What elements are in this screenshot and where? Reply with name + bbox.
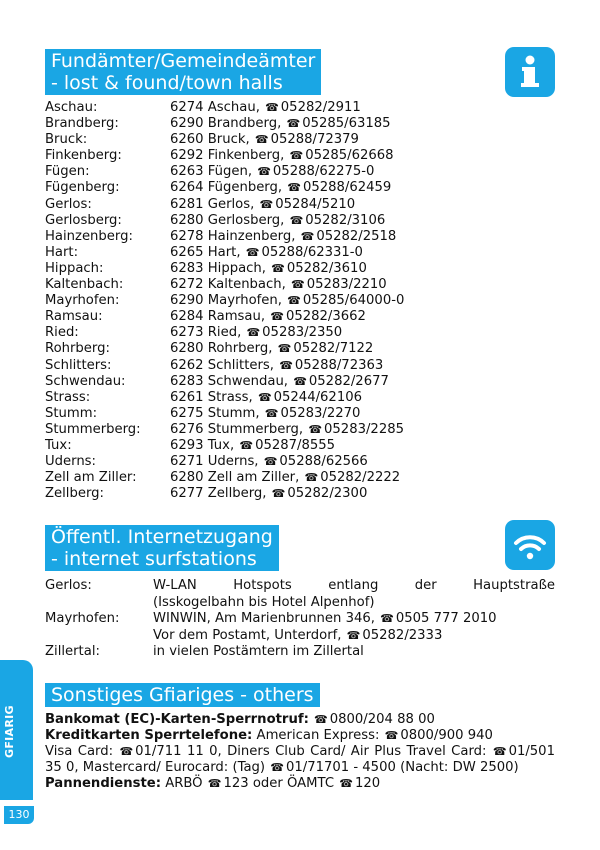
office-phone: 05288/62275-0: [272, 164, 375, 180]
office-details: [170, 164, 525, 180]
office-place: Aschau:: [45, 100, 98, 115]
internet-place-zillertal: Zillertal:: [45, 644, 100, 659]
office-phone: 05284/5210: [275, 196, 356, 212]
office-phone: 05244/62106: [273, 389, 362, 405]
section-title-others: [45, 683, 320, 707]
office-place: Finkenberg:: [45, 148, 122, 164]
office-details: [170, 486, 525, 502]
office-details: [170, 213, 525, 229]
office-phone: 05288/62566: [279, 454, 368, 470]
phone-icon: ☎: [289, 213, 304, 227]
office-address: 6272 Kaltenbach,: [170, 277, 286, 293]
office-place: Stumm:: [45, 405, 98, 421]
office-row: [45, 422, 525, 438]
office-row: [45, 486, 525, 502]
office-place: Rohrberg:: [45, 341, 110, 357]
office-phone: 05282/2911: [280, 100, 361, 115]
office-place: Zell am Ziller:: [45, 470, 137, 486]
office-row: [45, 197, 525, 213]
side-tab-label: GFIARIG: [3, 705, 16, 758]
pannen-line: Pannendienste: ARBÖ ☎ 123 oder ÖAMTC ☎ 120: [45, 776, 381, 791]
office-address: 6263 Fügen,: [170, 164, 253, 180]
office-row: [45, 245, 525, 261]
phone-icon: ☎: [239, 438, 254, 452]
gerlos-line1: W-LAN Hotspots entlang der Hauptstraße: [153, 578, 555, 593]
phone-icon: ☎: [254, 133, 269, 147]
office-details: [170, 277, 525, 293]
office-place: Strass:: [45, 389, 91, 405]
section-title-internet: [45, 525, 279, 571]
office-phone: 05282/2518: [316, 228, 397, 244]
office-details: [170, 229, 525, 245]
office-details: [170, 390, 525, 406]
office-address: 6283 Schwendau,: [170, 373, 288, 389]
phone-icon: ☎: [264, 406, 279, 420]
office-phone: 05282/2677: [308, 373, 389, 389]
offices-title-line1: Fundämter/Gemeindeämter: [51, 50, 316, 72]
office-row: [45, 374, 525, 390]
office-phone: 05285/62668: [305, 148, 394, 164]
phone-icon: ☎: [380, 612, 394, 625]
gerlos-line2: (Isskogelbahn bis Hotel Alpenhof): [153, 594, 375, 610]
office-place: Zellberg:: [45, 486, 104, 502]
office-address: 6281 Gerlos,: [170, 196, 255, 212]
internet-row-mayrhofen: [45, 611, 555, 644]
office-address: 6280 Gerlosberg,: [170, 212, 285, 228]
office-row: [45, 180, 525, 196]
office-address: 6290 Brandberg,: [170, 116, 282, 132]
page-number: 130: [4, 806, 34, 824]
office-place: Gerlosberg:: [45, 212, 122, 228]
office-details: [170, 470, 525, 486]
office-phone: 05282/2300: [287, 486, 368, 502]
office-row: [45, 116, 525, 132]
office-row: [45, 406, 525, 422]
office-row: [45, 454, 525, 470]
office-details: [170, 261, 525, 277]
office-row: [45, 148, 525, 164]
wifi-icon-box: [505, 520, 555, 570]
phone-icon: ☎: [291, 278, 305, 292]
internet-title-line1: Öffentl. Internetzugang: [51, 526, 273, 548]
office-address: 6283 Hippach,: [170, 260, 266, 276]
phone-icon: ☎: [286, 117, 301, 131]
office-details: [170, 406, 525, 422]
offices-title-line2: - lost & found/town halls: [51, 72, 283, 94]
phone-icon: ☎: [271, 261, 285, 275]
office-place: Schlitters:: [45, 357, 112, 373]
office-row: [45, 309, 525, 325]
office-place: Hippach:: [45, 260, 104, 276]
office-place: Fügen:: [45, 164, 90, 180]
internet-row-zillertal: [45, 644, 555, 661]
office-row: [45, 341, 525, 357]
phone-icon: ☎: [263, 455, 278, 469]
cards-paragraph: Visa Card: ☎ 01/711 11 0, Diners Club Card/ Air Plus Travel Card: ☎ 01/501 35 0, Mastercard/ Eurocard: (Tag) ☎ 01/71701 - 4500 (Nacht: DW 2500): [45, 744, 555, 775]
office-details: [170, 309, 525, 325]
phone-icon: ☎: [259, 197, 274, 211]
office-place: Schwendau:: [45, 373, 126, 389]
section-title-offices: [45, 49, 321, 95]
credit-line: Kreditkarten Sperrtelefone: American Express: ☎ 0800/900 940: [45, 728, 493, 743]
office-details: [170, 341, 525, 357]
office-phone: 05285/64000-0: [302, 293, 405, 309]
phone-icon: ☎: [293, 374, 307, 388]
office-phone: 05283/2285: [324, 421, 404, 437]
office-phone: 05288/72379: [270, 132, 359, 148]
phone-icon: ☎: [119, 745, 134, 758]
office-place: Ramsau:: [45, 309, 103, 325]
office-details: [170, 325, 525, 341]
office-place: Gerlos:: [45, 196, 92, 212]
phone-icon: ☎: [384, 729, 399, 742]
office-place: Brandberg:: [45, 116, 119, 132]
office-row: [45, 277, 525, 293]
office-address: 6293 Tux,: [170, 437, 235, 453]
phone-icon: ☎: [492, 745, 507, 758]
office-details: [170, 374, 525, 390]
office-phone: 05288/72363: [294, 357, 384, 373]
phone-icon: ☎: [289, 149, 304, 163]
office-details: [170, 197, 525, 213]
bankomat-line: Bankomat (EC)-Karten-Sperrnotruf: ☎ 0800/204 88 00: [45, 712, 435, 727]
info-icon: [505, 47, 555, 97]
office-row: [45, 132, 525, 148]
office-phone: 05283/2270: [280, 405, 361, 421]
office-address: 6278 Hainzenberg,: [170, 228, 296, 244]
office-place: Kaltenbach:: [45, 277, 124, 293]
office-details: [170, 245, 525, 261]
office-address: 6292 Finkenberg,: [170, 148, 285, 164]
office-details: [170, 132, 525, 148]
phone-icon: ☎: [339, 777, 353, 790]
phone-icon: ☎: [270, 310, 284, 324]
office-details: [170, 180, 525, 196]
office-row: [45, 293, 525, 309]
phone-icon: ☎: [271, 487, 286, 501]
office-phone: 05283/2350: [262, 325, 343, 341]
phone-icon: ☎: [308, 422, 323, 436]
phone-icon: ☎: [245, 245, 260, 259]
office-address: 6265 Hart,: [170, 244, 241, 260]
internet-title-line2: - internet surfstations: [51, 548, 257, 570]
zillertal-line: in vielen Postämtern im Zillertal: [153, 644, 364, 659]
office-place: Tux:: [45, 437, 72, 453]
office-details: [170, 148, 525, 164]
office-address: 6284 Ramsau,: [170, 309, 266, 325]
phone-icon: ☎: [257, 165, 271, 179]
office-row: [45, 390, 525, 406]
office-row: [45, 470, 525, 486]
phone-icon: ☎: [300, 229, 315, 243]
office-address: 6264 Fügenberg,: [170, 180, 283, 196]
office-row: [45, 261, 525, 277]
office-phone: 05285/63185: [302, 116, 391, 132]
internet-list: [45, 578, 555, 661]
office-details: [170, 454, 525, 470]
office-details: [170, 422, 525, 438]
office-address: 6290 Mayrhofen,: [170, 293, 282, 309]
office-phone: 05287/8555: [255, 437, 336, 453]
office-address: 6260 Bruck,: [170, 132, 250, 148]
wifi-icon: [505, 520, 555, 570]
office-address: 6274 Aschau,: [170, 100, 260, 115]
office-details: [170, 293, 525, 309]
phone-icon: ☎: [314, 713, 328, 726]
office-row: [45, 358, 525, 374]
office-address: 6280 Zell am Ziller,: [170, 470, 300, 486]
office-address: 6276 Stummerberg,: [170, 421, 304, 437]
office-phone: 05282/7122: [293, 341, 374, 357]
office-phone: 05283/2210: [306, 277, 387, 293]
office-address: 6271 Uderns,: [170, 454, 259, 470]
office-address: 6273 Ried,: [170, 325, 242, 341]
office-phone: 05282/2222: [320, 470, 401, 486]
phone-icon: ☎: [270, 761, 284, 774]
office-details: [170, 438, 525, 454]
office-row: [45, 438, 525, 454]
office-address: 6261 Strass,: [170, 389, 253, 405]
phone-icon: ☎: [265, 101, 279, 114]
phone-icon: ☎: [287, 181, 301, 195]
office-place: Ried:: [45, 325, 79, 341]
phone-icon: ☎: [246, 326, 261, 340]
office-place: Stummerberg:: [45, 421, 141, 437]
office-phone: 05282/3662: [285, 309, 366, 325]
office-phone: 05282/3610: [286, 260, 367, 276]
office-place: Hainzenberg:: [45, 228, 133, 244]
phone-icon: ☎: [207, 777, 222, 790]
phone-icon: ☎: [287, 294, 301, 308]
office-place: Hart:: [45, 244, 79, 260]
mayrhofen-line2: Vor dem Postamt, Unterdorf, ☎ 05282/2333: [153, 627, 443, 643]
phone-icon: ☎: [257, 390, 272, 404]
phone-icon: ☎: [279, 358, 293, 372]
info-icon-box: [505, 47, 555, 97]
office-row: [45, 229, 525, 245]
internet-place-mayrhofen: Mayrhofen:: [45, 611, 120, 626]
office-details: [170, 100, 525, 116]
phone-icon: ☎: [346, 628, 361, 642]
office-row: [45, 164, 525, 180]
office-row: [45, 213, 525, 229]
office-place: Bruck:: [45, 132, 88, 148]
office-place: Fügenberg:: [45, 180, 120, 196]
others-block: [45, 712, 555, 792]
phone-icon: ☎: [277, 342, 292, 356]
office-phone: 05282/3106: [305, 212, 386, 228]
office-address: 6277 Zellberg,: [170, 486, 267, 502]
internet-row-gerlos: [45, 578, 555, 611]
office-details: [170, 116, 525, 132]
internet-place-gerlos: Gerlos:: [45, 578, 92, 593]
office-place: Mayrhofen:: [45, 293, 120, 309]
mayrhofen-line1: WINWIN, Am Marienbrunnen 346, ☎ 0505 777 2010: [153, 611, 497, 626]
office-place: Uderns:: [45, 454, 96, 470]
phone-icon: ☎: [304, 471, 319, 485]
office-phone: 05288/62459: [302, 180, 392, 196]
office-address: 6262 Schlitters,: [170, 357, 274, 373]
office-phone: 05288/62331-0: [261, 244, 363, 260]
office-address: 6275 Stumm,: [170, 405, 260, 421]
office-details: [170, 358, 525, 374]
office-row: [45, 100, 525, 116]
others-title: Sonstiges Gfiariges - others: [51, 684, 314, 706]
office-row: [45, 325, 525, 341]
office-list: [45, 100, 525, 502]
office-address: 6280 Rohrberg,: [170, 341, 273, 357]
